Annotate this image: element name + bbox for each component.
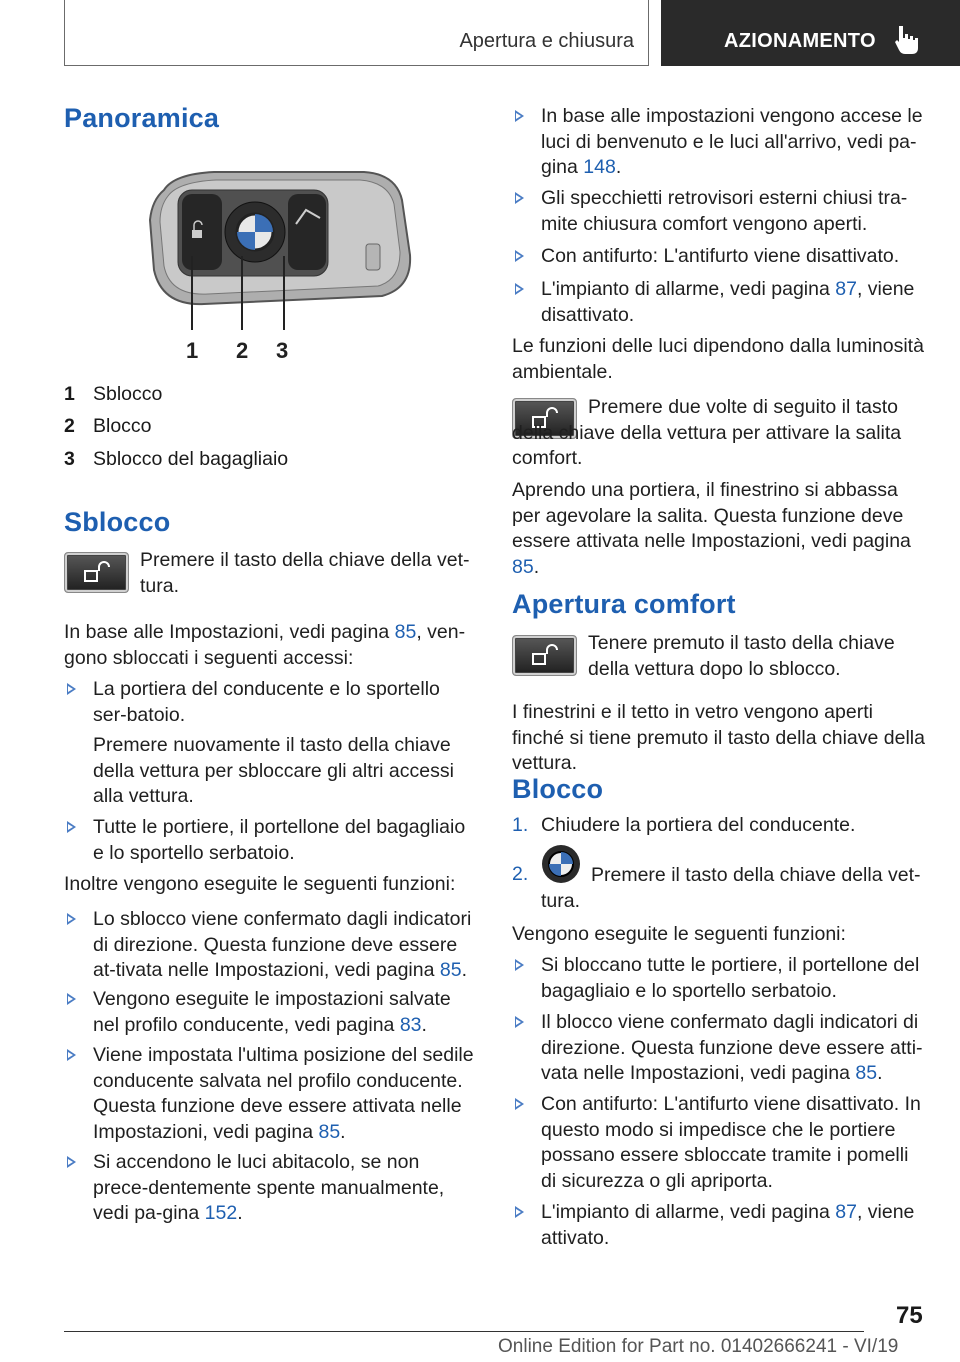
page-link[interactable]: 83 — [399, 1013, 422, 1036]
hand-pointer-icon — [893, 24, 921, 56]
list-item: Gli specchietti retrovisori esterni chiusi tra-mite chiusura comfort vengono aperti. — [512, 186, 926, 237]
key-fob-illustration — [134, 160, 424, 365]
footer-divider — [64, 1331, 864, 1332]
bmw-key-button-icon — [541, 844, 581, 884]
list-item: Con antifurto: L'antifurto viene disattivato. In questo modo si impedisce che le portiere possano essere sbloccate tramite i pomelli di sicurezza o gli apriporta. — [512, 1092, 926, 1194]
legend-item: 3 Sblocco del bagagliaio — [64, 448, 289, 470]
callout-3: 3 — [276, 338, 289, 363]
list-item: Con antifurto: L'antifurto viene disattivato. — [512, 244, 926, 270]
list-item: Viene impostata l'ultima posizione del sedile conducente salvata nel profilo conducente. Questa funzione deve essere attivata nelle Impostazioni, vedi pagina 85. — [64, 1043, 476, 1145]
numbered-step: 1. Chiudere la portiera del conducente. — [512, 814, 856, 836]
sblocco-intro: Premere il tasto della chiave della vet-tura. — [140, 549, 470, 597]
list-item: Si bloccano tutte le portiere, il portellone del bagagliaio e lo sportello serbatoio. — [512, 953, 926, 1004]
unlock-key-button-image — [64, 552, 129, 593]
unlock-icon — [83, 561, 113, 585]
list-item: L'impianto di allarme, vedi pagina 87, viene disattivato. — [512, 277, 926, 328]
list-item: Il blocco viene confermato dagli indicatori di direzione. Questa funzione deve essere atti-vata nelle Impostazioni, vedi pagina 85. — [512, 1010, 926, 1087]
footer-edition: Online Edition for Part no. 01402666241 - VI/19 — [498, 1336, 899, 1357]
callout-1: 1 — [186, 338, 199, 363]
page-link[interactable]: 85 — [394, 621, 417, 643]
section-title-panoramica: Panoramica — [64, 103, 220, 133]
unlock-key-button-image — [512, 635, 577, 676]
page-link[interactable]: 148 — [583, 156, 616, 178]
page-link[interactable]: 87 — [835, 1201, 857, 1223]
list-item: In base alle impostazioni vengono accese le luci di benvenuto e le luci all'arrivo, vedi pa-gina 148. — [512, 104, 926, 181]
callout-2: 2 — [236, 338, 249, 363]
list-item: Si accendono le luci abitacolo, se non prece-dentemente spente manualmente, vedi pa-gina 152. — [64, 1150, 476, 1227]
page-link[interactable]: 152 — [204, 1202, 238, 1224]
legend-item: 1 Sblocco — [64, 383, 163, 405]
header-section-box — [64, 0, 649, 66]
settings-paragraph: In base alle Impostazioni, vedi pagina 85, ven-gono sbloccati i seguenti accessi: — [64, 621, 466, 669]
section-title-blocco: Blocco — [512, 774, 604, 804]
list-item: Lo sblocco viene confermato dagli indicatori di direzione. Questa funzione deve essere at-tivata nelle Impostazioni, vedi pagina 85. — [64, 907, 476, 984]
page-link[interactable]: 85 — [512, 555, 534, 578]
comfort-windows-paragraph: I finestrini e il tetto in vetro vengono aperti finché si tiene premuto il tasto della chiave della vettura. — [512, 701, 925, 774]
list-item-subtext: Premere nuovamente il tasto della chiave della vettura per sbloccare gli altri accessi alla vettura. — [93, 734, 454, 807]
header-chapter-tab — [661, 0, 960, 66]
list-item: L'impianto di allarme, vedi pagina 87, viene attivato. — [512, 1200, 926, 1251]
press-twice-paragraph: Premere due volte di seguito il tasto della chiave della vettura per attivare la salita comfort. — [512, 396, 902, 469]
open-door-paragraph: Aprendo una portiera, il finestrino si abbassa per agevolare la salita. Questa funzione deve essere attivata nelle Impostazioni, vedi pagina 85. — [512, 479, 911, 578]
list-item: Vengono eseguite le impostazioni salvate nel profilo conducente, vedi pagina 83. — [64, 987, 476, 1038]
page-link[interactable]: 85 — [318, 1120, 341, 1143]
lights-paragraph: Le funzioni delle luci dipendono dalla luminosità ambientale. — [512, 335, 924, 383]
also-paragraph: Inoltre vengono eseguite le seguenti funzioni: — [64, 873, 456, 895]
header-chapter-label: AZIONAMENTO — [724, 30, 876, 52]
page-number: 75 — [896, 1302, 923, 1329]
header-section-title: Apertura e chiusura — [459, 30, 634, 52]
section-title-sblocco: Sblocco — [64, 507, 171, 537]
page-link[interactable]: 85 — [855, 1062, 878, 1084]
comfort-hold-paragraph: Tenere premuto il tasto della chiave della vettura dopo lo sblocco. — [588, 632, 895, 680]
functions-paragraph: Vengono eseguite le seguenti funzioni: — [512, 923, 846, 945]
page-link[interactable]: 85 — [439, 959, 462, 981]
page-link[interactable]: 87 — [835, 278, 857, 300]
unlock-icon — [531, 644, 561, 668]
numbered-step: 2. Premere il tasto della chiave della vet-tura. — [512, 850, 926, 914]
legend-item: 2 Blocco — [64, 415, 152, 437]
section-title-apertura-comfort: Apertura comfort — [512, 589, 736, 619]
list-item: Tutte le portiere, il portellone del bagagliaio e lo sportello serbatoio. — [64, 815, 476, 866]
list-item: La portiera del conducente e lo sportello ser-batoio. — [64, 677, 476, 728]
